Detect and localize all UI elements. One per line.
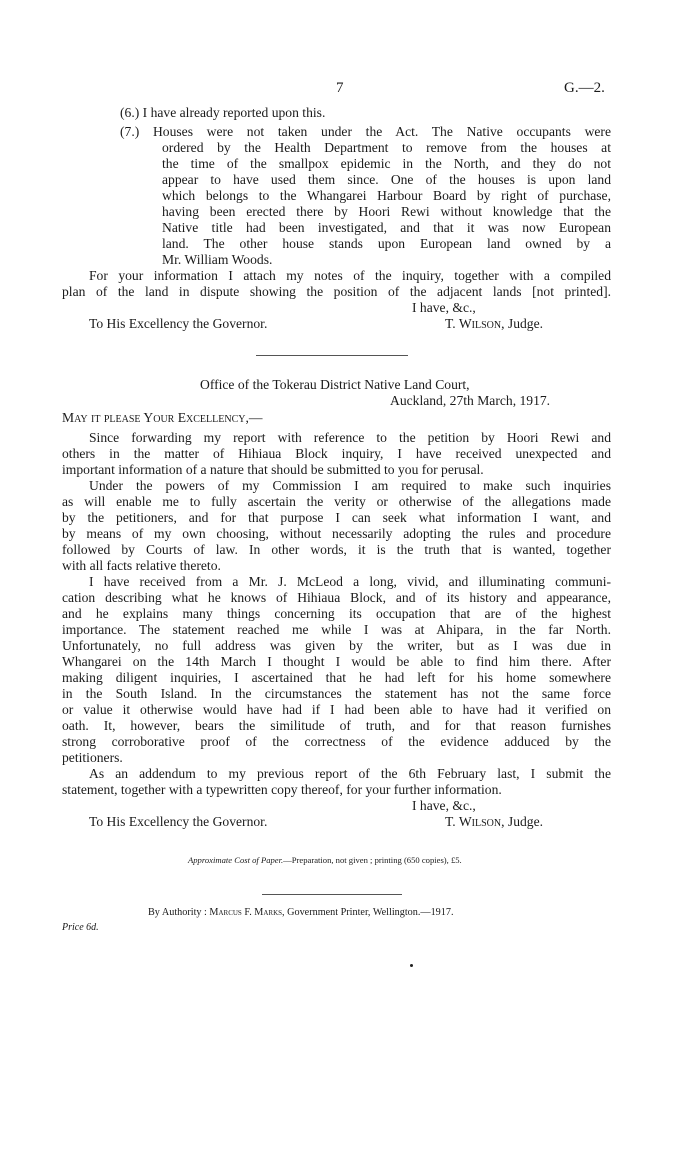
printer-authority	[148, 907, 454, 918]
report2-addressee: To His Excellency the Governor.	[89, 814, 268, 829]
cost-of-paper-text: —Preparation, not given ; printing (650 copies), £5.	[283, 855, 462, 865]
report1-signature	[445, 316, 543, 332]
authority-suffix: , Government Printer, Wellington.—1917.	[282, 907, 454, 918]
report2-paragraph-line: strong corroborative proof of the correctness of the evidence adduced by the	[62, 734, 611, 749]
report2-paragraph-line: Since forwarding my report with reference to the petition by Hoori Rewi and	[89, 430, 611, 445]
report2-signature-name: T. Wilson	[445, 814, 502, 829]
salutation: May it please Your Excellency,—	[62, 410, 263, 425]
report2-paragraph-line: statement, together with a typewritten copy thereof, for your further information.	[62, 782, 502, 797]
cost-of-paper-label: Approximate Cost of Paper.	[188, 855, 284, 865]
report2-paragraph-line: by the petitioners, and for that purpose I can seek what information I want, and	[62, 510, 611, 525]
report1-item7-line: which belongs to the Whangarei Harbour Board by right of purchase,	[162, 188, 611, 203]
report2-paragraph-line: or value it otherwise would have had if I had been able to have had it verified on	[62, 702, 611, 717]
report1-item7-line: land. The other house stands upon European land owned by a	[162, 236, 611, 251]
document-reference: G.—2.	[564, 80, 605, 96]
office-heading: Office of the Tokerau District Native Land Court,	[200, 377, 470, 392]
report2-paragraph-line: oath. It, however, bears the similitude of truth, and for that reason furnishes	[62, 718, 611, 733]
price: Price 6d.	[62, 922, 99, 933]
cost-of-paper-note	[188, 855, 462, 865]
report2-paragraph-line: cation describing what he knows of Hihiaua Block, and of its history and appearance,	[62, 590, 611, 605]
printer-name: Marcus F. Marks	[209, 907, 283, 918]
ink-speck	[410, 964, 413, 967]
report2-paragraph-line: as will enable me to fully ascertain the verity or otherwise of the allegations made	[62, 494, 611, 509]
report2-paragraph-line: in the South Island. In the circumstances the statement has not the same force	[62, 686, 611, 701]
report2-paragraph-line: important information of a nature that should be submitted to you for perusal.	[62, 462, 484, 477]
report2-paragraph-line: petitioners.	[62, 750, 123, 765]
footer-divider	[262, 894, 402, 895]
report1-closing: I have, &c.,	[412, 300, 476, 315]
report2-paragraph-line: by means of my own choosing, without necessarily adopting the rules and procedure	[62, 526, 611, 541]
report2-paragraph-line: with all facts relative thereto.	[62, 558, 221, 573]
page-number: 7	[336, 80, 344, 96]
report1-paragraph-line: For your information I attach my notes of the inquiry, together with a compiled	[89, 268, 611, 283]
report2-closing: I have, &c.,	[412, 798, 476, 813]
report2-signature	[445, 814, 543, 830]
report2-paragraph-line: Under the powers of my Commission I am required to make such inquiries	[89, 478, 611, 493]
report1-signature-title: , Judge.	[501, 316, 544, 331]
report1-item7-line: having been erected there by Hoori Rewi without knowledge that the	[162, 204, 611, 219]
report2-paragraph-line: Whangarei on the 14th March I thought I would be able to find him there. After	[62, 654, 611, 669]
report2-paragraph-line: and he explains many things concerning its occupation that are of the highest	[62, 606, 611, 621]
report1-paragraph-line: plan of the land in dispute showing the position of the adjacent lands [not printed].	[62, 284, 611, 299]
report1-item7-line: the time of the smallpox epidemic in the North, and they do not	[162, 156, 611, 171]
place-date: Auckland, 27th March, 1917.	[390, 393, 551, 408]
report2-paragraph-line: importance. The statement reached me while I was at Ahipara, in the far North.	[62, 622, 611, 637]
report1-item6: (6.) I have already reported upon this.	[120, 105, 326, 120]
report1-item7-line: appear to have used them since. One of the houses is upon land	[162, 172, 611, 187]
authority-prefix: By Authority :	[148, 907, 210, 918]
report2-paragraph-line: I have received from a Mr. J. McLeod a long, vivid, and illuminating communi-	[89, 574, 611, 589]
report1-signature-name: T. Wilson	[445, 316, 502, 331]
section-divider	[256, 355, 408, 356]
report1-item7-line: Mr. William Woods.	[162, 252, 273, 267]
report2-paragraph-line: others in the matter of Hihiaua Block inquiry, I have received unexpected and	[62, 446, 611, 461]
report2-paragraph-line: making diligent inquiries, I ascertained that he had left for his home somewhere	[62, 670, 611, 685]
report2-signature-title: , Judge.	[501, 814, 544, 829]
report2-paragraph-line: Unfortunately, no full address was given by the writer, but as I was due in	[62, 638, 611, 653]
report1-addressee: To His Excellency the Governor.	[89, 316, 268, 331]
report1-item7-line: (7.) Houses were not taken under the Act. The Native occupants were	[120, 124, 611, 139]
report1-item7-line: ordered by the Health Department to remove from the houses at	[162, 140, 611, 155]
report2-paragraph-line: followed by Courts of law. In other words, it is the truth that is wanted, together	[62, 542, 611, 557]
report1-item7-line: Native title had been investigated, and that it was now European	[162, 220, 611, 235]
report2-paragraph-line: As an addendum to my previous report of the 6th February last, I submit the	[89, 766, 611, 781]
